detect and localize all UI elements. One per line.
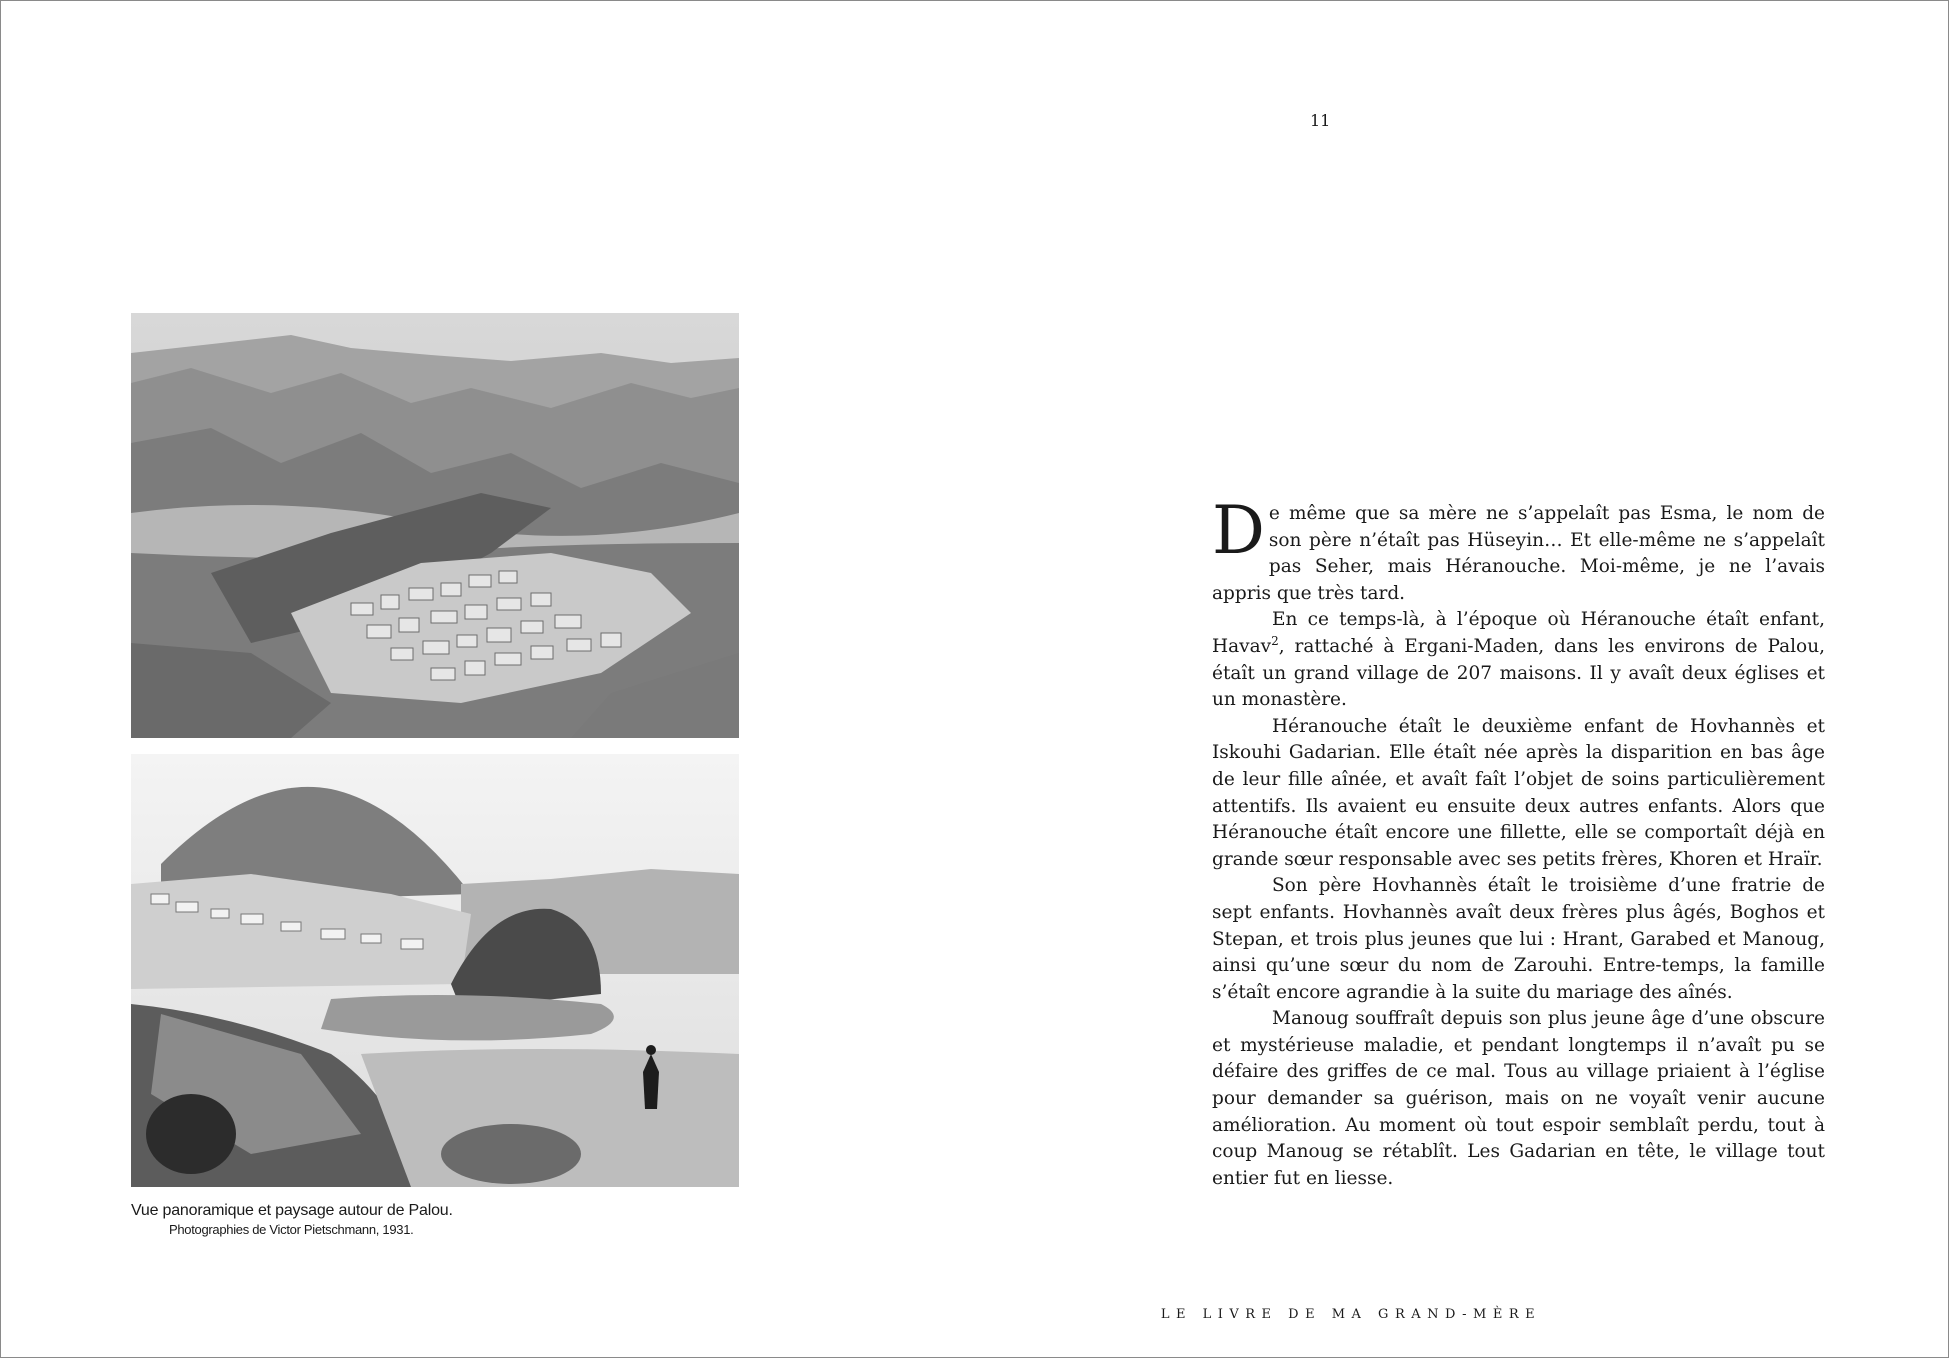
caption-title: Vue panoramique et paysage autour de Palou.: [131, 1202, 453, 1219]
panorama-photo: [131, 313, 739, 738]
footnote-marker: 2: [1271, 633, 1279, 648]
page-number: 11: [1310, 111, 1331, 130]
paragraph-2-text-a: En ce temps-là, à l’époque où Héranouche étaît enfant, Havav: [1212, 609, 1825, 657]
running-footer: LE LIVRE DE MA GRAND-MÈRE: [1160, 1307, 1542, 1322]
body-text: [1212, 492, 1825, 1192]
paragraph-2: [1212, 607, 1825, 713]
paragraph-1: [1212, 492, 1825, 607]
drop-cap: D: [1212, 492, 1265, 569]
paragraph-5: Manoug souffraît depuis son plus jeune âge d’une obscure et mystérieuse maladie, et pendant longtemps il n’avaît pu se défaire des griffes de ce mal. Tous au village priaient à l’église pour demander sa guérison, mais on ne voyaît venir aucune amélioration. Au moment où tout espoir semblaît perdu, tout à coup Manoug se rétablît. Les Gadarian en tête, le village tout entier fut en liesse.: [1212, 1008, 1825, 1189]
caption-credit: Photographies de Victor Pietschmann, 1931.: [169, 1221, 414, 1237]
paragraph-3: Héranouche étaît le deuxième enfant de Hovhannès et Iskouhi Gadarian. Elle étaît née après la disparition en bas âge de leur fille aînée, et avaît faît l’objet de soins particulièrement attentifs. Ils avaient eu ensuite deux autres enfants. Alors que Héranouche étaît encore une fillette, elle se comportaît déjà en grande sœur responsable avec ses petits frères, Khoren et Hraïr.: [1212, 715, 1825, 870]
paragraph-4: Son père Hovhannès étaît le troisième d’une fratrie de sept enfants. Hovhannès avaît deux frères plus âgés, Boghos et Stepan, et trois plus jeunes que lui : Hrant, Garabed et Manoug, ainsi qu’une sœur du nom de Zarouhi. Entre-temps, la famille s’étaît encore agrandie à la suite du mariage des aînés.: [1212, 875, 1825, 1003]
paragraph-2-text-b: , rattaché à Ergani-Maden, dans les environs de Palou, étaît un grand village de 207 maisons. Il y avaît deux églises et un monastère.: [1212, 635, 1825, 711]
photo-caption: [131, 1201, 751, 1239]
paragraph-1-text: e même que sa mère ne s’appelaît pas Esma, le nom de son père n’étaît pas Hüseyin… Et elle-même ne s’appelaît pas Seher, mais Héranouche. Moi-même, je ne l’avais appris que très tard.: [1212, 503, 1825, 604]
landscape-photo: [131, 754, 739, 1187]
